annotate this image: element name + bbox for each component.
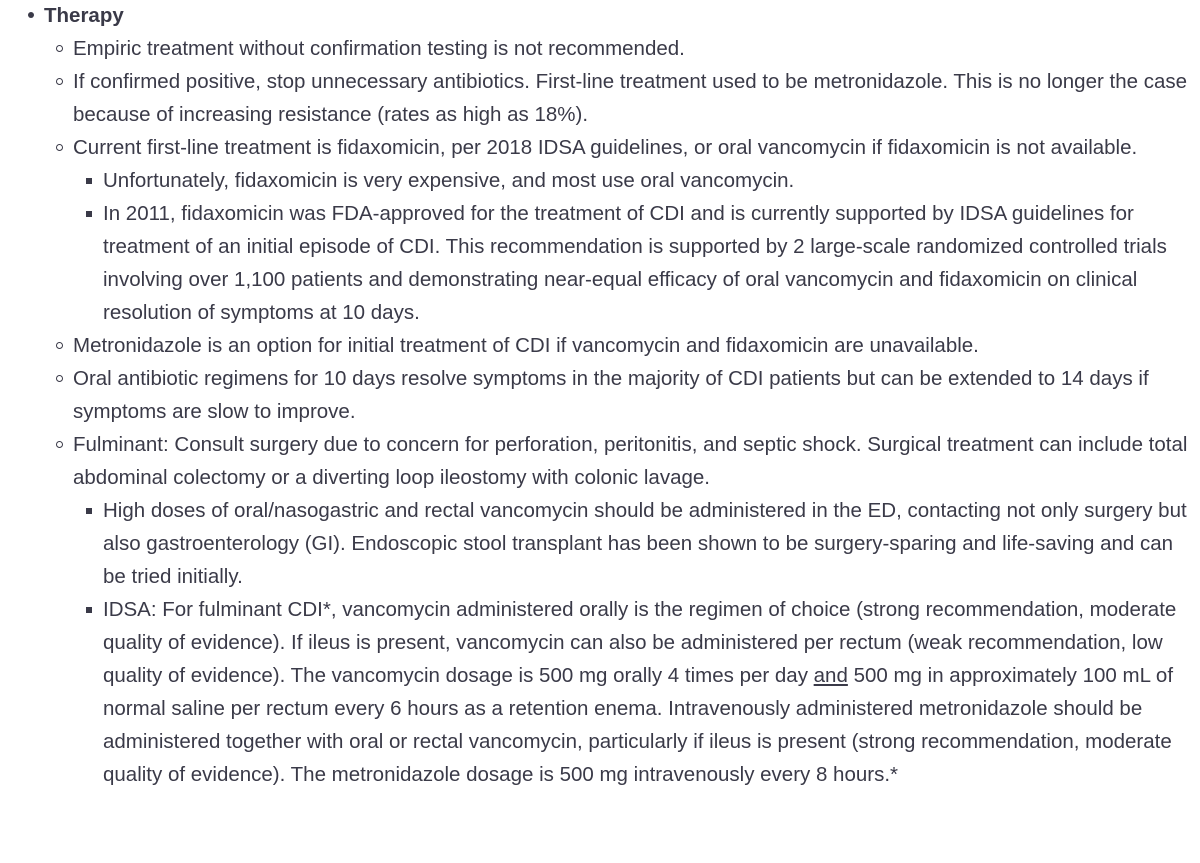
- section-heading: Therapy: [44, 4, 124, 27]
- list-item-confirmed-positive: If confirmed positive, stop unnecessary antibiotics. First-line treatment used to be metronidazole. This is no longer the case because of increasing resistance (rates as high as 18%).: [54, 65, 1200, 131]
- current-first-line-sublist: [83, 164, 1200, 329]
- idsa-underlined-and: and: [813, 664, 848, 687]
- list-item-empiric: Empiric treatment without confirmation testing is not recommended.: [54, 32, 1200, 65]
- fulminant-sublist: [83, 494, 1200, 791]
- list-item-idsa-fulminant: [83, 593, 1200, 791]
- current-first-line-text: Current first-line treatment is fidaxomicin, per 2018 IDSA guidelines, or oral vancomycin if fidaxomicin is not available.: [73, 136, 1138, 159]
- therapy-section: [26, 0, 1200, 791]
- idsa-text-part1: IDSA: For fulminant CDI*, vancomycin administered orally is the regimen of choice (strong recommendation, moderate quality of evidence). If ileus is present, vancomycin can also be administered per rectum (weak recommendation, low quality of evidence). The vancomycin dosage is 500 mg orally 4 times per day: [103, 598, 1177, 687]
- therapy-list: [26, 0, 1200, 791]
- list-item-fidaxomicin-cost: Unfortunately, fidaxomicin is very expensive, and most use oral vancomycin.: [83, 164, 1200, 197]
- list-item-current-first-line: [54, 131, 1200, 329]
- idsa-text-part2: 500 mg in approximately 100 mL of normal saline per rectum every 6 hours as a retention enema. Intravenously administered metronidazole should be administered together with oral or rectal vancomycin, particularly if ileus is present (strong recommendation, moderate quality of evidence). The metronidazole dosage is 500 mg intravenously every 8 hours.*: [103, 664, 1174, 786]
- list-item-fulminant: [54, 428, 1200, 791]
- list-item-high-doses: High doses of oral/nasogastric and rectal vancomycin should be administered in the ED, contacting not only surgery but also gastroenterology (GI). Endoscopic stool transplant has been shown to be surgery-sparing and life-saving and can be tried initially.: [83, 494, 1200, 593]
- fulminant-text: Fulminant: Consult surgery due to concern for perforation, peritonitis, and septic shock. Surgical treatment can include total abdominal colectomy or a diverting loop ileostomy with colonic lavage.: [73, 433, 1188, 489]
- therapy-sublist: [54, 32, 1200, 791]
- list-item-oral-regimens: Oral antibiotic regimens for 10 days resolve symptoms in the majority of CDI patients but can be extended to 14 days if symptoms are slow to improve.: [54, 362, 1200, 428]
- list-item-fidaxomicin-approval: In 2011, fidaxomicin was FDA-approved for the treatment of CDI and is currently supported by IDSA guidelines for treatment of an initial episode of CDI. This recommendation is supported by 2 large-scale randomized controlled trials involving over 1,100 patients and demonstrating near-equal efficacy of oral vancomycin and fidaxomicin on clinical resolution of symptoms at 10 days.: [83, 197, 1200, 329]
- list-item-metronidazole-option: Metronidazole is an option for initial treatment of CDI if vancomycin and fidaxomicin are unavailable.: [54, 329, 1200, 362]
